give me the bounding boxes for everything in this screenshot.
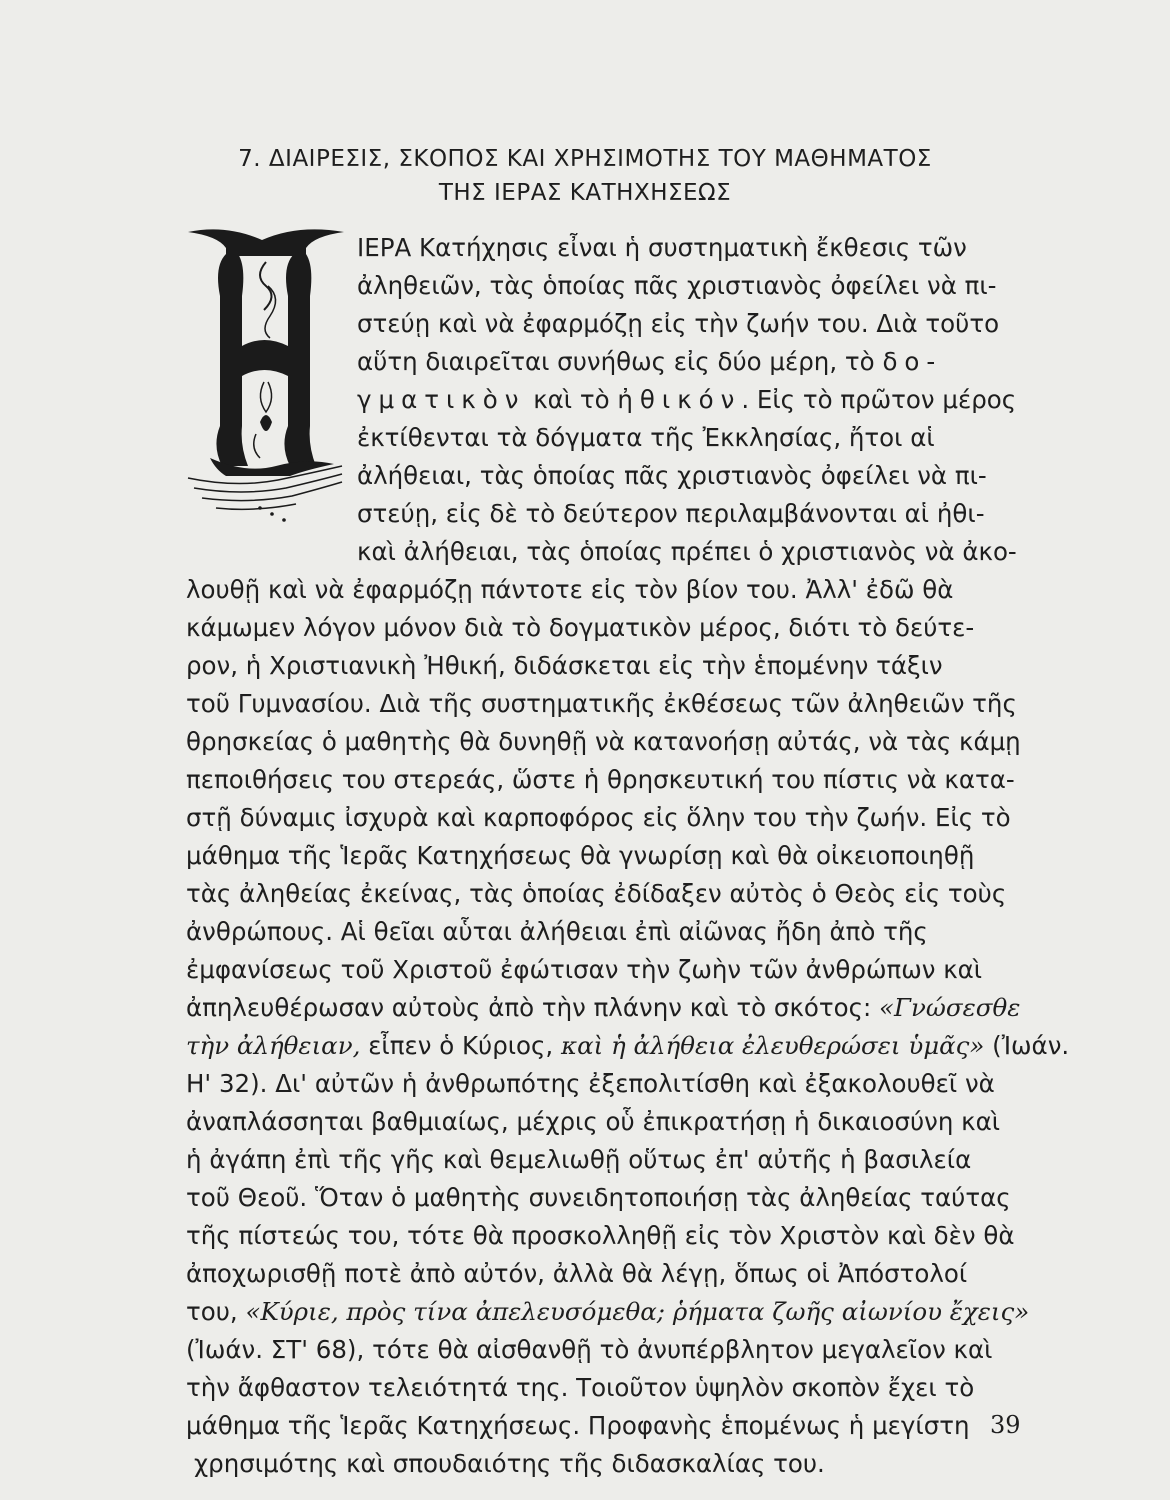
- text-fragment: . Εἰς τὸ πρῶτον μέρος: [741, 385, 1017, 414]
- text-line: χρησιμότης καὶ σπουδαιότης τῆς διδασκαλίας του.: [194, 1449, 825, 1478]
- text-line: Η' 32). Δι' αὐτῶν ἡ ἀνθρωπότης ἐξεπολιτίσθη καὶ ἐξακολουθεῖ νὰ: [186, 1069, 995, 1098]
- text-line: [186, 988, 1020, 1028]
- text-line: μάθημα τῆς Ἱερᾶς Κατηχήσεως. Προφανὴς ἑπομένως ἡ μεγίστη: [186, 1411, 970, 1440]
- quote-fragment: καὶ ἡ ἀλήθεια ἐλευθερώσει ὑμᾶς»: [561, 1031, 985, 1060]
- quote-fragment: «Γνώσεσθε: [879, 993, 1021, 1022]
- text-line: τοῦ Θεοῦ. Ὅταν ὁ μαθητὴς συνειδητοποιήσῃ τὰς ἀληθείας ταύτας: [186, 1183, 1011, 1212]
- text-line: καὶ ἀλήθειαι, τὰς ὁποίας πρέπει ὁ χριστιανὸς νὰ ἀκο-: [357, 537, 1017, 566]
- text-fragment: αὕτη διαιρεῖται συνήθως εἰς δύο μέρη, τὸ: [357, 347, 875, 376]
- spaced-word: γματικὸν: [357, 385, 526, 414]
- spaced-word: ἠθικόν: [617, 385, 742, 414]
- text-line: στεύῃ, εἰς δὲ τὸ δεύτερον περιλαμβάνονται αἱ ἠθι-: [357, 499, 985, 528]
- drop-cap-ornament: [186, 226, 346, 536]
- text-line: τὴν ἄφθαστον τελειότητά της. Τοιοῦτον ὑψηλὸν σκοπὸν ἔχει τὸ: [186, 1373, 975, 1402]
- text-line: ἐμφανίσεως τοῦ Χριστοῦ ἐφώτισαν τὴν ζωὴν τῶν ἀνθρώπων καὶ: [186, 955, 983, 984]
- quote-fragment: τὴν ἀλήθειαν,: [186, 1031, 361, 1060]
- text-line: ἀλήθειαι, τὰς ὁποίας πᾶς χριστιανὸς ὀφείλει νὰ πι-: [357, 461, 987, 490]
- text-line: ΙΕΡΑ Κατήχησις εἶναι ἡ συστηματικὴ ἔκθεσις τῶν: [357, 233, 967, 262]
- text-line: ἀνθρώπους. Αἱ θεῖαι αὗται ἀλήθειαι ἐπὶ αἰῶνας ἤδη ἀπὸ τῆς: [186, 917, 928, 946]
- text-line: θρησκείας ὁ μαθητὴς θὰ δυνηθῇ νὰ κατανοήσῃ αὐτάς, νὰ τὰς κάμῃ: [186, 727, 1021, 756]
- spaced-word: δο-: [882, 347, 943, 376]
- text-line: [186, 1292, 1029, 1332]
- text-line: πεποιθήσεις του στερεάς, ὥστε ἡ θρησκευτική του πίστις νὰ κατα-: [186, 765, 1015, 794]
- heading-line-1: 7. ΔΙΑΙΡΕΣΙΣ, ΣΚΟΠΟΣ ΚΑΙ ΧΡΗΣΙΜΟΤΗΣ ΤΟΥ ΜΑΘΗΜΑΤΟΣ: [238, 146, 932, 172]
- text-fragment: καὶ τὸ: [525, 385, 618, 414]
- text-line: τῆς πίστεώς του, τότε θὰ προσκολληθῇ εἰς τὸν Χριστὸν καὶ δὲν θὰ: [186, 1221, 1015, 1250]
- text-line: [357, 380, 1016, 420]
- text-line: (Ἰωάν. ΣΤ' 68), τότε θὰ αἰσθανθῇ τὸ ἀνυπέρβλητον μεγαλεῖον καὶ: [186, 1335, 993, 1364]
- text-line: ἀληθειῶν, τὰς ὁποίας πᾶς χριστιανὸς ὀφείλει νὰ πι-: [357, 271, 997, 300]
- text-line: μάθημα τῆς Ἱερᾶς Κατηχήσεως θὰ γνωρίσῃ καὶ θὰ οἰκειοποιηθῇ: [186, 841, 975, 870]
- page-number: 39: [990, 1411, 1021, 1439]
- text-line: λουθῇ καὶ νὰ ἐφαρμόζῃ πάντοτε εἰς τὸν βίον του. Ἀλλ' ἐδῶ θὰ: [186, 575, 954, 604]
- text-fragment: του,: [186, 1297, 246, 1326]
- text-line: [186, 1026, 1069, 1066]
- text-line: ἡ ἀγάπη ἐπὶ τῆς γῆς καὶ θεμελιωθῇ οὕτως ἐπ' αὐτῆς ἡ βασιλεία: [186, 1145, 972, 1174]
- text-line: στεύῃ καὶ νὰ ἐφαρμόζῃ εἰς τὴν ζωήν του. Διὰ τοῦτο: [357, 309, 1000, 338]
- text-fragment: ἀπηλευθέρωσαν αὐτοὺς ἀπὸ τὴν πλάνην καὶ τὸ σκότος:: [186, 993, 880, 1022]
- text-fragment: (Ἰωάν.: [984, 1031, 1070, 1060]
- text-line: ἐκτίθενται τὰ δόγματα τῆς Ἐκκλησίας, ἤτοι αἱ: [357, 423, 935, 452]
- section-heading: [200, 142, 970, 210]
- text-line: τοῦ Γυμνασίου. Διὰ τῆς συστηματικῆς ἐκθέσεως τῶν ἀληθειῶν τῆς: [186, 689, 1017, 718]
- quote-fragment: «Κύριε, πρὸς τίνα ἀπελευσόμεθα; ῥήματα ζωῆς αἰωνίου ἔχεις»: [245, 1297, 1030, 1326]
- text-line: κάμωμεν λόγον μόνον διὰ τὸ δογματικὸν μέρος, διότι τὸ δεύτε-: [186, 613, 975, 642]
- text-line: ρον, ἡ Χριστιανικὴ Ἠθική, διδάσκεται εἰς τὴν ἑπομένην τάξιν: [186, 651, 943, 680]
- text-fragment: εἶπεν ὁ Κύριος,: [360, 1031, 561, 1060]
- text-line: τὰς ἀληθείας ἐκείνας, τὰς ὁποίας ἐδίδαξεν αὐτὸς ὁ Θεὸς εἰς τοὺς: [186, 879, 1007, 908]
- text-line: ἀναπλάσσηται βαθμιαίως, μέχρις οὗ ἐπικρατήσῃ ἡ δικαιοσύνη καὶ: [186, 1107, 1001, 1136]
- text-line: στῇ δύναμις ἰσχυρὰ καὶ καρποφόρος εἰς ὅλην του τὴν ζωήν. Εἰς τὸ: [186, 803, 1011, 832]
- text-line: [357, 342, 942, 382]
- text-line: ἀποχωρισθῇ ποτὲ ἀπὸ αὐτόν, ἀλλὰ θὰ λέγῃ, ὅπως οἱ Ἀπόστολοί: [186, 1259, 968, 1288]
- heading-line-2: ΤΗΣ ΙΕΡΑΣ ΚΑΤΗΧΗΣΕΩΣ: [438, 180, 732, 206]
